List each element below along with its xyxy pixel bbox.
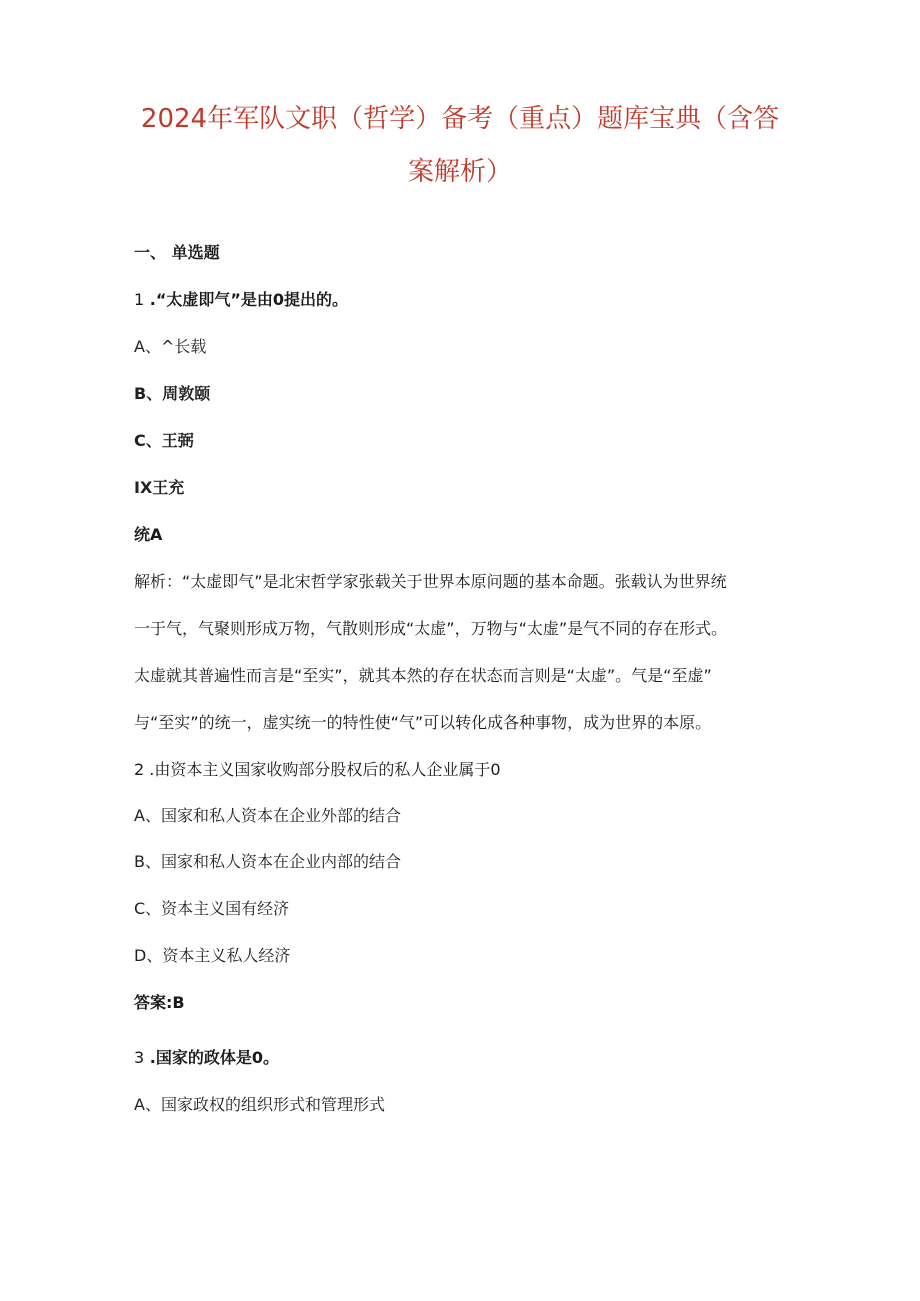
question-1-option-b: B、周敦颐: [134, 384, 211, 403]
question-1-option-c: C、王弼: [134, 431, 194, 450]
question-3-number: 3: [134, 1048, 145, 1067]
question-1-analysis-line-1: 解析：“太虚即气”是北宋哲学家张载关于世界本原问题的基本命题。张载认为世界统: [134, 572, 727, 591]
question-1-option-d: IX王充: [134, 478, 185, 497]
question-1-option-a: A、^长载: [134, 337, 207, 356]
question-3-stem: [134, 1048, 279, 1068]
document-title-line-2: 案解析）: [407, 157, 512, 187]
document-title-line-1: 2024年军队文职（哲学）备考（重点）题库宝典（含答: [140, 104, 780, 134]
question-2-option-c: C、资本主义国有经济: [134, 899, 290, 918]
question-2-text: .由资本主义国家收购部分股权后的私人企业属于0: [144, 760, 501, 779]
question-2-option-d: D、资本主义私人经济: [134, 946, 291, 965]
question-3-option-a: A、国家政权的组织形式和管理形式: [134, 1095, 385, 1114]
question-1-stem: [134, 290, 348, 310]
question-1-number: 1: [134, 290, 145, 309]
question-1-analysis-line-2: 一于气，气聚则形成万物，气散则形成“太虚”，万物与“太虚”是气不同的存在形式。: [134, 619, 728, 638]
question-2-stem: [134, 760, 501, 780]
question-2-option-a: A、国家和私人资本在企业外部的结合: [134, 806, 401, 825]
question-1-analysis-line-4: 与“至实”的统一，虚实统一的特性使“气”可以转化成各种事物，成为世界的本原。: [134, 713, 712, 732]
section-heading: 一、 单选题: [134, 243, 220, 262]
question-2-answer: 答案:B: [134, 993, 185, 1012]
question-3-text: .国家的政体是0。: [144, 1048, 279, 1067]
question-2-number: 2: [134, 760, 145, 779]
question-1-analysis-line-3: 太虚就其普遍性而言是“至实”，就其本然的存在状态而言则是“太虚”。气是“至虚”: [134, 666, 712, 685]
question-1-answer: 统A: [134, 525, 163, 544]
question-1-text: .“太虚即气”是由0提出的。: [144, 290, 349, 309]
question-2-option-b: B、国家和私人资本在企业内部的结合: [134, 852, 401, 871]
